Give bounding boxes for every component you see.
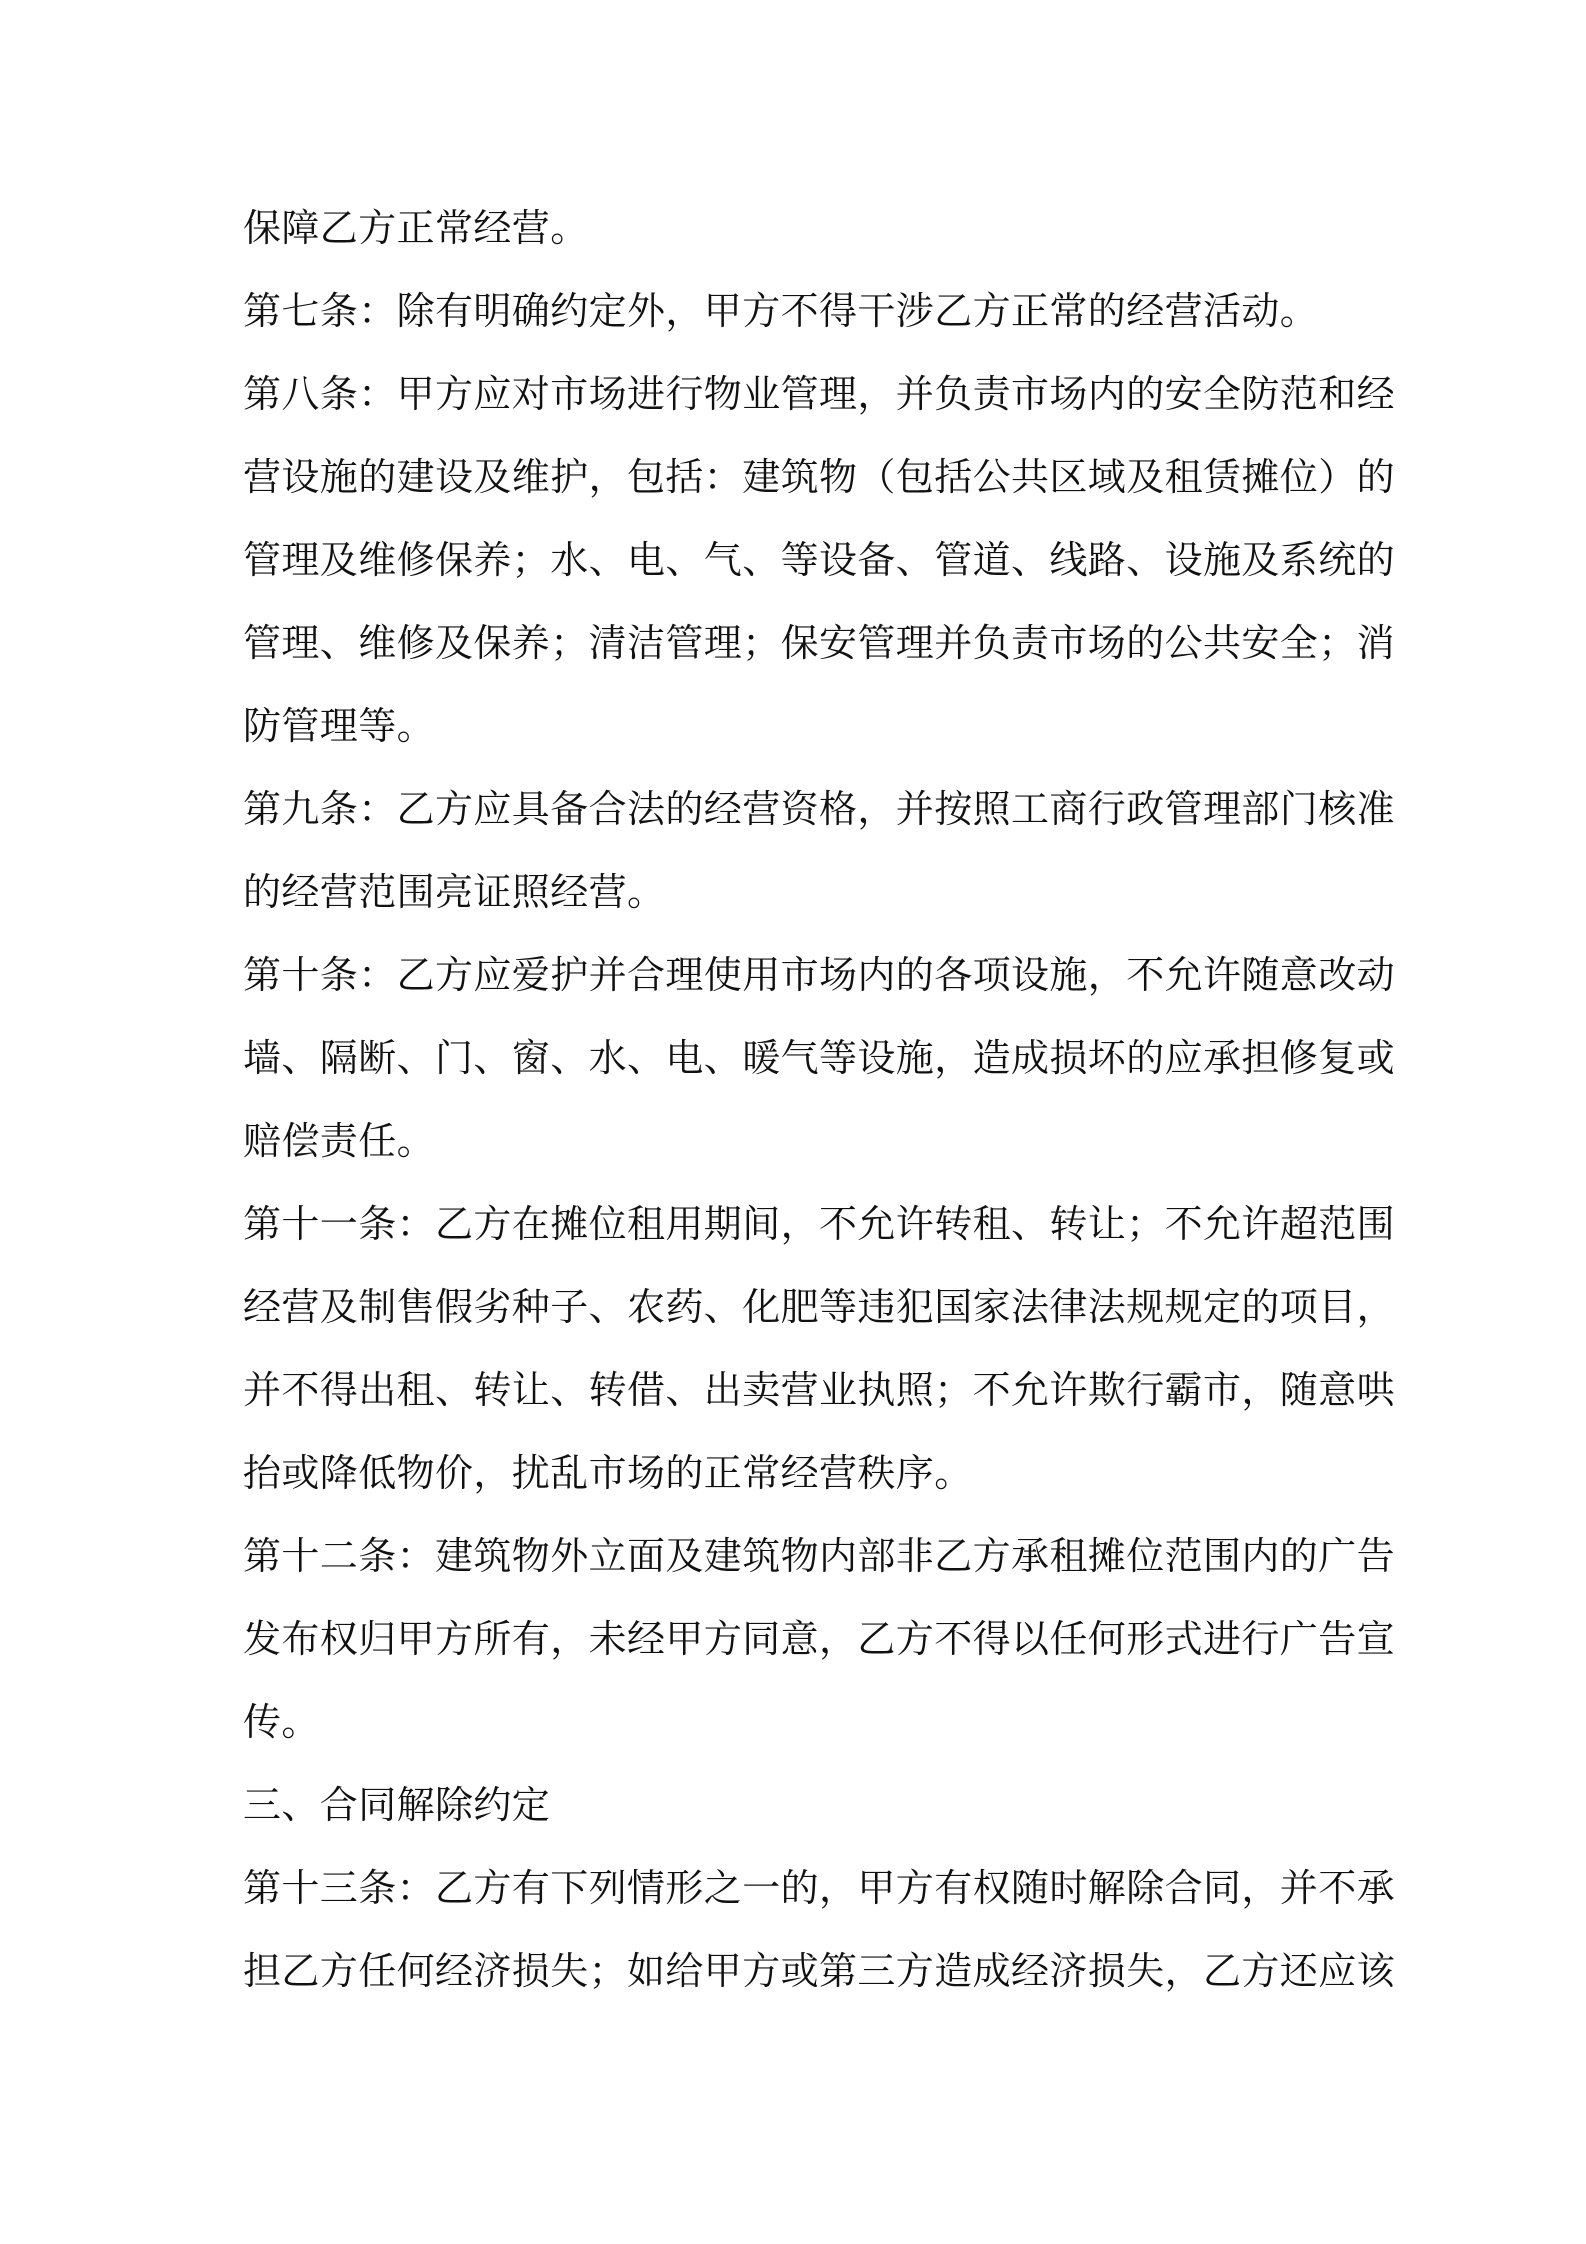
text-line: 抬或降低物价，扰乱市场的正常经营秩序。 <box>243 1451 973 1495</box>
text-line: 防管理等。 <box>243 704 436 748</box>
text-line: 并不得出租、转让、转借、出卖营业执照；不允许欺行霸市，随意哄 <box>243 1368 1396 1412</box>
text-line: 第十条：乙方应爱护并合理使用市场内的各项设施，不允许随意改动 <box>243 953 1396 997</box>
text-line: 第七条：除有明确约定外，甲方不得干涉乙方正常的经营活动。 <box>243 289 1319 333</box>
text-line: 第十三条：乙方有下列情形之一的，甲方有权随时解除合同，并不承 <box>243 1866 1396 1910</box>
text-line: 管理及维修保养；水、电、气、等设备、管道、线路、设施及系统的 <box>243 538 1396 582</box>
text-line: 管理、维修及保养；清洁管理；保安管理并负责市场的公共安全；消 <box>243 621 1396 665</box>
text-line: 第十二条：建筑物外立面及建筑物内部非乙方承租摊位范围内的广告 <box>243 1534 1396 1578</box>
text-line: 经营及制售假劣种子、农药、化肥等违犯国家法律法规规定的项目， <box>243 1285 1396 1329</box>
text-line: 赔偿责任。 <box>243 1119 436 1163</box>
text-line: 三、合同解除约定 <box>243 1783 551 1827</box>
text-line: 营设施的建设及维护，包括：建筑物（包括公共区域及租赁摊位）的 <box>243 455 1396 499</box>
text-line: 保障乙方正常经营。 <box>243 206 589 250</box>
text-line: 传。 <box>243 1700 320 1744</box>
text-line: 发布权归甲方所有，未经甲方同意，乙方不得以任何形式进行广告宣 <box>243 1617 1396 1661</box>
text-line: 第八条：甲方应对市场进行物业管理，并负责市场内的安全防范和经 <box>243 372 1396 416</box>
text-line: 第九条：乙方应具备合法的经营资格，并按照工商行政管理部门核准 <box>243 787 1396 831</box>
document-body <box>243 200 1396 2026</box>
text-line: 墙、隔断、门、窗、水、电、暖气等设施，造成损坏的应承担修复或 <box>243 1036 1396 1080</box>
text-line: 担乙方任何经济损失；如给甲方或第三方造成经济损失，乙方还应该 <box>243 1949 1396 1993</box>
text-line: 的经营范围亮证照经营。 <box>243 870 666 914</box>
text-line: 第十一条：乙方在摊位租用期间，不允许转租、转让；不允许超范围 <box>243 1202 1396 1246</box>
